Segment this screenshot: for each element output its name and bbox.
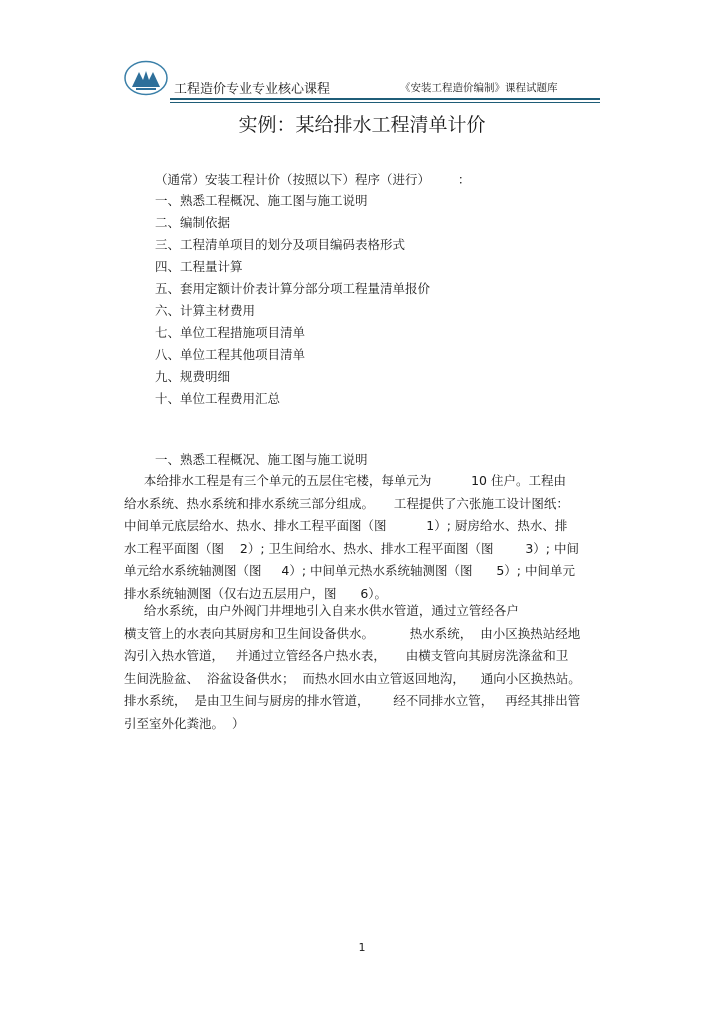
text-line: 横支管上的水表向其厨房和卫生间设备供水。 热水系统， 由小区换热站经地 xyxy=(124,625,581,641)
page-header xyxy=(122,58,600,102)
header-rule-thin xyxy=(170,102,600,103)
school-logo-icon xyxy=(124,60,168,96)
list-item: 五、套用定额计价表计算分部分项工程量清单报价 xyxy=(155,281,431,296)
list-item: 二、编制依据 xyxy=(155,215,231,230)
page-number: 1 xyxy=(358,941,366,954)
text-line: 沟引入热水管道， 并通过立管经各户热水表， 由横支管向其厨房洗涤盆和卫 xyxy=(124,648,569,663)
text-line: 中间单元底层给水、热水、排水工程平面图（图 1）; 厨房给水、热水、排 xyxy=(124,518,568,533)
intro-line: （通常）安装工程计价（按照以下）程序（进行） ： xyxy=(155,172,471,187)
page-title: 实例：某给排水工程清单计价 xyxy=(238,114,486,136)
list-item: 三、工程清单项目的划分及项目编码表格形式 xyxy=(155,237,406,252)
procedure-list xyxy=(155,190,430,410)
list-item: 十、单位工程费用汇总 xyxy=(155,391,281,406)
header-rule xyxy=(170,98,600,100)
list-item: 一、熟悉工程概况、施工图与施工说明 xyxy=(155,193,368,208)
list-item: 九、规费明细 xyxy=(155,369,231,384)
text-line: 本给排水工程是有三个单元的五层住宅楼，每单元为 10 住户。工程由 xyxy=(124,473,566,488)
text-line: 引至室外化粪池。 ） xyxy=(124,715,245,731)
list-item: 六、计算主材费用 xyxy=(155,303,256,318)
text-line: 给水系统、热水系统和排水系统三部分组成。 工程提供了六张施工设计图纸： xyxy=(124,495,569,511)
text-line: 排水系统， 是由卫生间与厨房的排水管道， 经不同排水立管， 再经其排出管 xyxy=(124,693,581,708)
list-item: 四、工程量计算 xyxy=(155,259,243,274)
systems-paragraph xyxy=(124,600,594,735)
overview-paragraph xyxy=(124,470,594,605)
header-book-title: 《安装工程造价编制》课程试题库 xyxy=(400,82,558,94)
text-line: 生间洗脸盆、 浴盆设备供水； 而热水回水由立管返回地沟， 通向小区换热站。 xyxy=(124,670,581,686)
section-heading: 一、熟悉工程概况、施工图与施工说明 xyxy=(155,452,368,467)
header-course-label: 工程造价专业专业核心课程 xyxy=(174,82,331,97)
text-line: 单元给水系统轴测图（图 4）; 中间单元热水系统轴测图（图 5）; 中间单元 xyxy=(124,563,575,578)
text-line: 给水系统，由户外阀门井埋地引入自来水供水管道，通过立管经各户 xyxy=(124,603,519,618)
text-line: 水工程平面图（图 2）; 卫生间给水、热水、排水工程平面图（图 3）; 中间 xyxy=(124,540,579,556)
list-item: 八、单位工程其他项目清单 xyxy=(155,347,306,362)
list-item: 七、单位工程措施项目清单 xyxy=(155,325,306,340)
text-line: 排水系统轴测图（仅右边五层用户，图 6）。 xyxy=(124,585,388,601)
